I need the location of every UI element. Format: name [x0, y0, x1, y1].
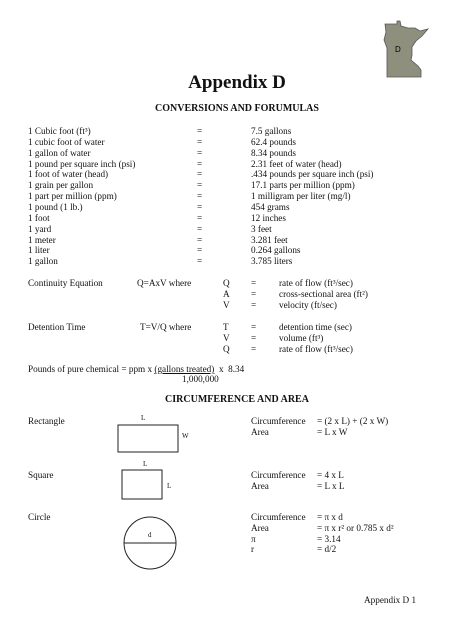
- rectangle-diagram: [117, 424, 179, 454]
- conversion-equals: =: [197, 158, 203, 169]
- formula-expression: = π x r² or 0.785 x d²: [317, 522, 394, 533]
- square-side-label: L: [167, 482, 172, 490]
- conversion-left: 1 gallon: [28, 256, 58, 267]
- conversion-left: 1 grain per gallon: [28, 180, 94, 191]
- variable-symbol: T: [223, 322, 229, 332]
- conversion-left: 1 yard: [28, 223, 52, 234]
- conversion-equals: =: [197, 212, 203, 223]
- formula-term: Area: [251, 522, 269, 533]
- conversion-left: 1 cubic foot of water: [28, 136, 105, 147]
- conversion-right: 17.1 parts per million (ppm): [251, 180, 355, 191]
- minnesota-state-icon: [382, 20, 436, 80]
- square-name: Square: [28, 470, 54, 480]
- formula-expression: = d/2: [317, 544, 337, 555]
- square-diagram: [121, 469, 163, 501]
- continuity-formula: Q=AxV where: [137, 278, 192, 288]
- square-top-label: L: [143, 460, 148, 468]
- detention-formula: T=V/Q where: [140, 322, 192, 332]
- conversion-equals: =: [197, 169, 203, 180]
- conversion-equals: =: [197, 180, 203, 191]
- page-footer: Appendix D 1: [364, 595, 417, 605]
- circle-name: Circle: [28, 512, 51, 522]
- conversion-equals: =: [197, 147, 203, 158]
- chemical-prefix: Pounds of pure chemical = ppm x: [28, 364, 155, 374]
- variable-description: rate of flow (ft³/sec): [279, 278, 353, 288]
- conversion-left: 1 liter: [28, 245, 50, 256]
- conversion-right: 62.4 pounds: [251, 136, 296, 147]
- variable-symbol: A: [223, 288, 230, 299]
- conversion-equals: =: [197, 223, 203, 234]
- conversion-equals: =: [197, 256, 203, 267]
- variable-equals: =: [251, 343, 257, 354]
- variable-description: rate of flow (ft³/sec): [279, 343, 353, 354]
- rectangle-name: Rectangle: [28, 416, 65, 426]
- variable-description: cross-sectional area (ft²): [279, 288, 368, 299]
- conversion-right: 454 grams: [251, 201, 290, 212]
- formula-expression: = L x L: [317, 480, 345, 491]
- circle-diagram: [122, 515, 178, 571]
- formula-expression: = L x W: [317, 426, 348, 437]
- formula-expression: = π x d: [317, 512, 343, 522]
- variable-symbol: V: [223, 332, 230, 343]
- chemical-denominator: 1,000,000: [182, 374, 219, 384]
- conversion-left: 1 part per million (ppm): [28, 191, 117, 202]
- formula-term: Circumference: [251, 470, 306, 480]
- circle-diameter-label: d: [148, 531, 152, 539]
- variable-symbol: V: [223, 299, 230, 310]
- conversion-right: .434 pounds per square inch (psi): [251, 169, 374, 180]
- conversion-right: 8.34 pounds: [251, 147, 296, 158]
- detention-label: Detention Time: [28, 322, 86, 332]
- conversion-equals: =: [197, 245, 203, 256]
- variable-equals: =: [251, 299, 257, 310]
- conversion-left: 1 Cubic foot (ft³): [28, 126, 91, 136]
- formula-term: π: [251, 533, 256, 544]
- conversion-equals: =: [197, 201, 203, 212]
- continuity-label: Continuity Equation: [28, 278, 103, 288]
- variable-equals: =: [251, 322, 257, 332]
- variable-equals: =: [251, 288, 257, 299]
- chemical-numerator: (gallons treated): [154, 364, 215, 374]
- conversion-right: 3 feet: [251, 223, 272, 234]
- conversion-right: 3.281 feet: [251, 234, 288, 245]
- formula-term: r: [251, 544, 255, 555]
- conversion-right: 3.785 liters: [251, 256, 293, 267]
- conversion-equals: =: [197, 126, 203, 136]
- variable-description: detention time (sec): [279, 322, 352, 332]
- formula-expression: = (2 x L) + (2 x W): [317, 416, 389, 426]
- conversion-left: 1 pound per square inch (psi): [28, 158, 136, 169]
- rectangle-width-label: W: [182, 432, 189, 440]
- conversion-right: 1 milligram per liter (mg/l): [251, 191, 351, 202]
- conversion-right: 12 inches: [251, 212, 286, 223]
- formula-term: Circumference: [251, 512, 306, 522]
- variable-description: volume (ft³): [279, 332, 324, 343]
- conversion-equals: =: [197, 136, 203, 147]
- formula-term: Circumference: [251, 416, 306, 426]
- conversion-left: 1 pound (1 lb.): [28, 201, 83, 212]
- conversion-left: 1 meter: [28, 234, 56, 245]
- formula-term: Area: [251, 426, 269, 437]
- chemical-suffix: x 8.34: [214, 364, 245, 374]
- conversion-equals: =: [197, 191, 203, 202]
- badge-letter: D: [395, 45, 401, 54]
- conversion-right: 0.264 gallons: [251, 245, 301, 256]
- formula-term: Area: [251, 480, 269, 491]
- conversion-right: 2.31 feet of water (head): [251, 158, 342, 169]
- variable-equals: =: [251, 332, 257, 343]
- formula-expression: = 4 x L: [317, 470, 344, 480]
- rectangle-length-label: L: [141, 414, 146, 422]
- conversion-right: 7.5 gallons: [251, 126, 292, 136]
- variable-symbol: Q: [223, 278, 230, 288]
- conversion-left: 1 gallon of water: [28, 147, 91, 158]
- conversion-left: 1 foot of water (head): [28, 169, 109, 180]
- formula-expression: = 3.14: [317, 533, 341, 544]
- variable-symbol: Q: [223, 343, 230, 354]
- conversion-left: 1 foot: [28, 212, 50, 223]
- section-title-circumference-area: CIRCUMFERENCE AND AREA: [165, 394, 309, 405]
- page-title: Appendix D: [188, 72, 286, 93]
- variable-equals: =: [251, 278, 257, 288]
- conversion-equals: =: [197, 234, 203, 245]
- section-title-conversions: CONVERSIONS AND FORUMULAS: [155, 103, 319, 114]
- variable-description: velocity (ft/sec): [279, 299, 337, 310]
